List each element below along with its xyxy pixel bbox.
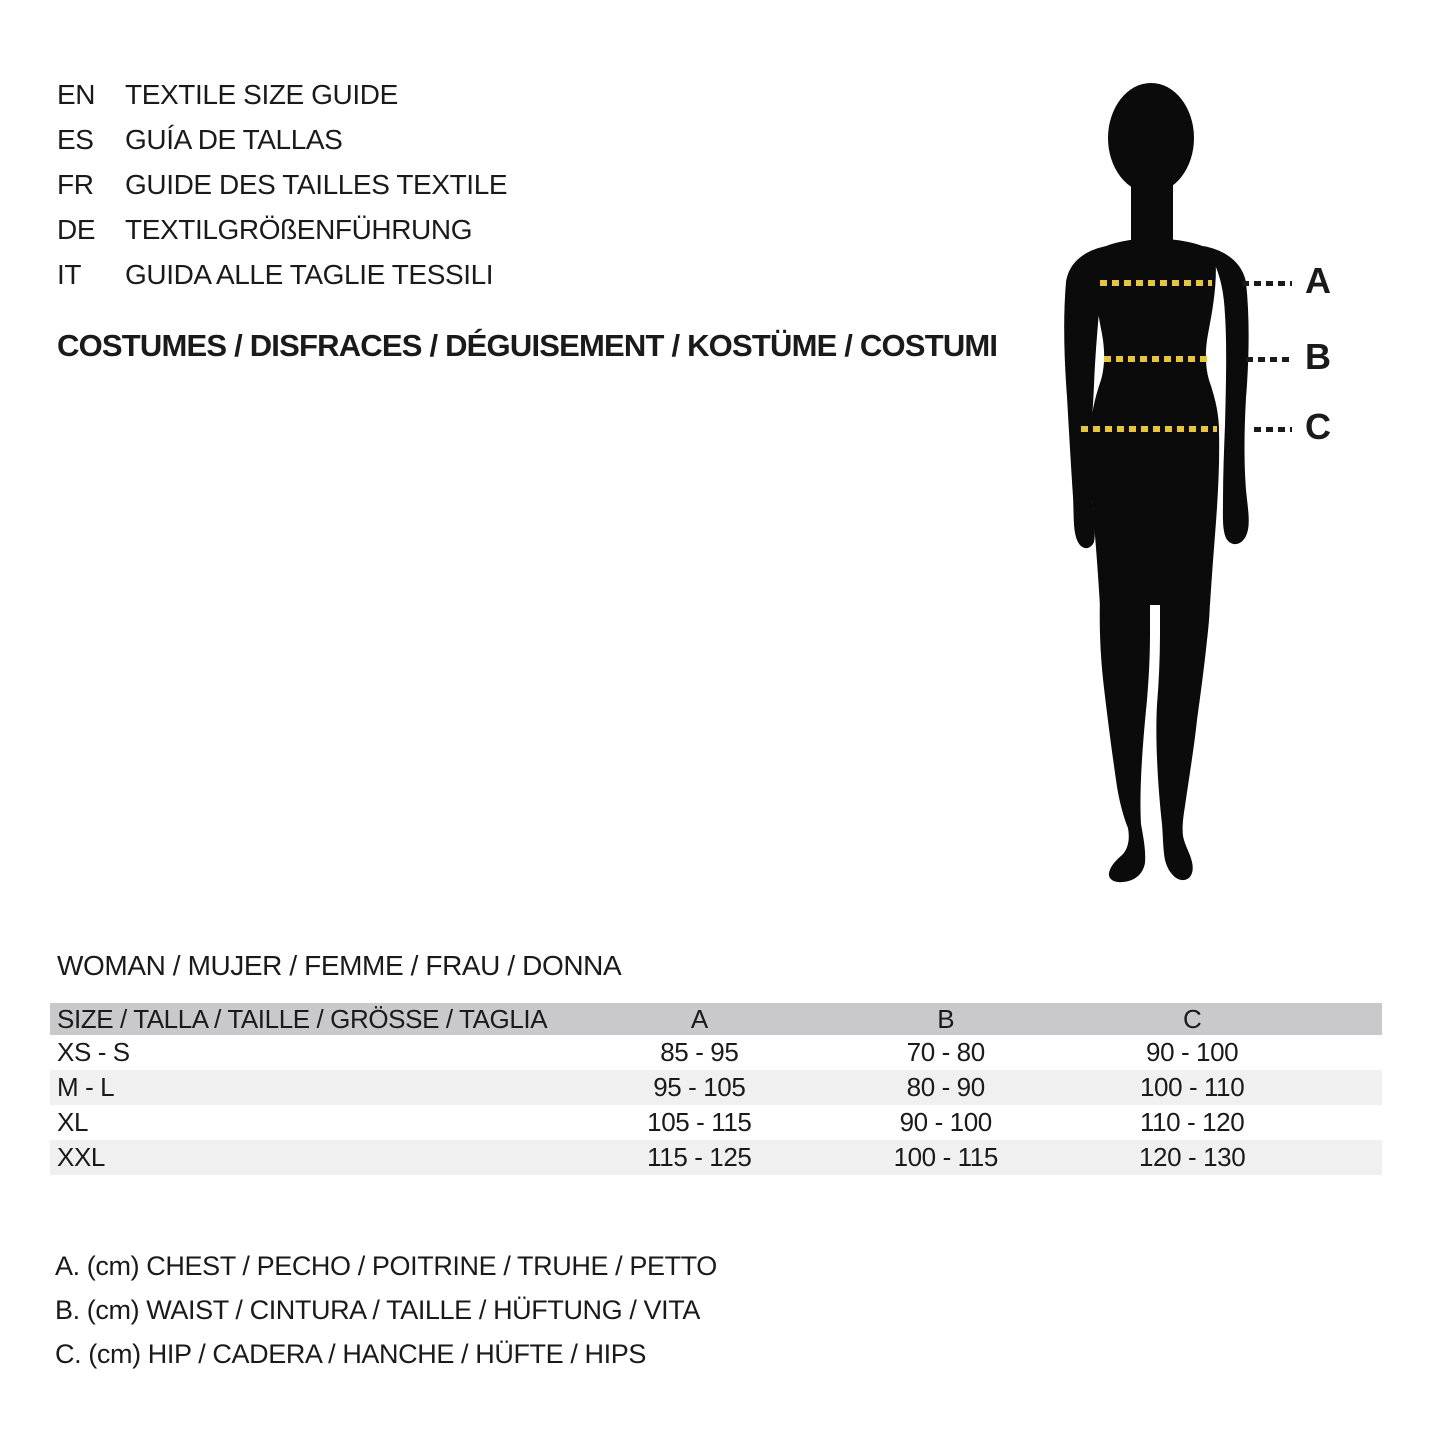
column-header-c: C <box>1182 1003 1202 1034</box>
waist-cell: 100 - 115 <box>893 1142 998 1172</box>
table-row-m-l <box>50 1070 1382 1105</box>
lang-label: GUIDA ALLE TAGLIE TESSILI <box>125 258 494 290</box>
chest-cell: 115 - 125 <box>647 1142 752 1172</box>
measurement-legend <box>55 1244 717 1376</box>
lang-row-fr <box>57 162 507 207</box>
measure-label-a: A <box>1305 260 1331 301</box>
hip-cell: 120 - 130 <box>1139 1142 1246 1172</box>
category-title: COSTUMES / DISFRACES / DÉGUISEMENT / KOSTÜME / COSTUMI <box>57 328 998 363</box>
waist-cell: 80 - 90 <box>906 1072 985 1102</box>
lang-code: ES <box>57 123 94 155</box>
chest-cell: 85 - 95 <box>660 1037 739 1067</box>
legend-item-chest: A. (cm) CHEST / PECHO / POITRINE / TRUHE / PETTO <box>55 1250 717 1281</box>
legend-item-waist: B. (cm) WAIST / CINTURA / TAILLE / HÜFTUNG / VITA <box>55 1294 700 1325</box>
column-header-b: B <box>937 1003 955 1034</box>
column-header-a: A <box>690 1003 708 1034</box>
measure-label-c: C <box>1305 406 1331 447</box>
language-guide-list <box>57 72 507 297</box>
silhouette-right-leg <box>1156 595 1210 880</box>
lang-label: GUIDE DES TAILLES TEXTILE <box>125 168 508 200</box>
lang-row-de <box>57 207 507 252</box>
measure-line-b-leader <box>1246 357 1290 362</box>
silhouette-trunk <box>1091 239 1219 606</box>
lang-code: FR <box>57 168 94 200</box>
lang-row-en <box>57 72 507 117</box>
lang-code: IT <box>57 258 82 290</box>
size-cell: XL <box>57 1107 89 1137</box>
lang-row-es <box>57 117 507 162</box>
size-cell: XXL <box>57 1142 105 1172</box>
hip-cell: 90 - 100 <box>1146 1037 1239 1067</box>
table-row-xl <box>50 1105 1382 1140</box>
silhouette-left-leg <box>1100 595 1150 882</box>
hip-cell: 100 - 110 <box>1139 1072 1245 1102</box>
size-table <box>50 1003 1382 1175</box>
measure-line-a-leader <box>1242 281 1292 286</box>
lang-code: EN <box>57 78 96 110</box>
measure-line-b-body <box>1104 356 1207 362</box>
lang-label: TEXTILGRÖßENFÜHRUNG <box>125 213 473 245</box>
measure-line-c-body <box>1081 426 1217 432</box>
chest-cell: 105 - 115 <box>647 1107 752 1137</box>
section-title-woman: WOMAN / MUJER / FEMME / FRAU / DONNA <box>57 950 622 981</box>
chest-cell: 95 - 105 <box>653 1072 746 1102</box>
lang-row-it <box>57 252 507 297</box>
size-cell: M - L <box>57 1072 115 1102</box>
size-column-header: SIZE / TALLA / TAILLE / GRÖSSE / TAGLIA <box>57 1003 548 1034</box>
waist-cell: 70 - 80 <box>906 1037 985 1067</box>
lang-label: GUÍA DE TALLAS <box>125 123 343 155</box>
silhouette-neck <box>1131 170 1173 245</box>
woman-silhouette <box>1055 80 1255 890</box>
size-cell: XS - S <box>57 1037 130 1067</box>
legend-item-hip: C. (cm) HIP / CADERA / HANCHE / HÜFTE / HIPS <box>55 1338 646 1369</box>
lang-code: DE <box>57 213 96 245</box>
measure-label-b: B <box>1305 336 1331 377</box>
hip-cell: 110 - 120 <box>1139 1107 1245 1137</box>
waist-cell: 90 - 100 <box>899 1107 992 1137</box>
table-row-xs-s <box>50 1035 1382 1070</box>
lang-label: TEXTILE SIZE GUIDE <box>125 78 398 110</box>
measure-line-c-leader <box>1254 427 1292 432</box>
measure-line-a-body <box>1100 280 1212 286</box>
table-row-xxl <box>50 1140 1382 1175</box>
size-table-header-row <box>50 1003 1382 1035</box>
